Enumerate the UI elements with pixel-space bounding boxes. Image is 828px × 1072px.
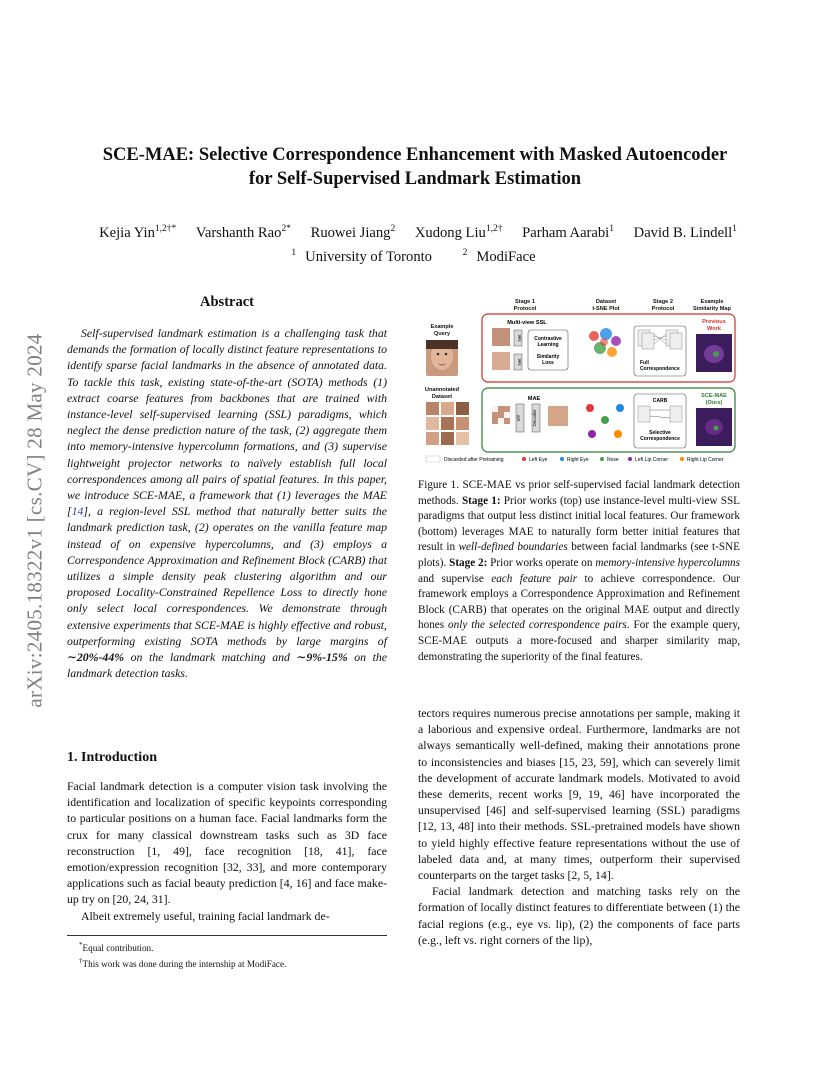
legend-left-eye: Left Eye <box>529 457 548 463</box>
label-example-query-1: Example <box>430 324 454 330</box>
view-1-image <box>492 328 510 346</box>
legend-right-lip: Right Lip Corner <box>687 457 724 463</box>
author: David B. Lindell$^1$ <box>633 224 737 241</box>
label-mae: MAE <box>527 396 541 402</box>
label-similarity-map: Similarity Map <box>693 306 731 312</box>
pipeline-diagram <box>420 296 738 466</box>
label-multiview-ssl: Multi-view SSL <box>507 320 547 326</box>
legend-nose: Nose <box>607 457 619 463</box>
arxiv-identifier: arXiv:2405.18322v1 [cs.CV] 28 May 2024 <box>22 332 47 708</box>
label-carb: CARB <box>652 398 668 404</box>
title-line-2: for Self-Supervised Landmark Estimation <box>248 169 582 189</box>
label-full-1: Full <box>640 360 649 366</box>
footnote: *Equal contribution. <box>79 941 154 954</box>
label-selective-2: Correspondence <box>640 436 680 442</box>
label-previous-2: Work <box>707 326 721 332</box>
title-line-1: SCE-MAE: Selective Correspondence Enhancement with Masked Autoencoder <box>102 145 728 165</box>
label-tsne: t-SNE Plot <box>592 306 620 312</box>
label-net-2: Net <box>517 358 522 366</box>
legend-left-lip: Left Lip Corner <box>635 457 669 463</box>
label-example-query-2: Query <box>433 331 451 337</box>
paragraph: Albeit extremely useful, training facial landmark de- <box>81 908 330 923</box>
label-unannotated-1: Unannotated <box>424 387 460 393</box>
label-similarity-2: Loss <box>542 360 554 366</box>
tsne-top <box>589 328 621 357</box>
author: Parham Aarabi$^1$ <box>522 224 614 241</box>
author: Xudong Liu$^{1,2\dagger}$ <box>414 224 503 241</box>
affiliation: $^2$ ModiFace <box>462 247 536 265</box>
affiliations <box>60 243 776 267</box>
section-heading-introduction: 1. Introduction <box>67 750 157 765</box>
abstract-text: Self-supervised landmark estimation is a challenging task that demands the formation of locally distinct feature representations to identify sparse facial landmarks in the absence of annotated data. To tackle this task, existing state-of-the-art (SOTA) methods (1) extract coarse features from backbones that are trained with instance-level self-supervised learning (SSL) paradigms, which neglect the dense prediction nature of the task, (2) aggregate them into memory-intensive hypercolumn formations, and (3) supervise lightweight projector networks to naïvely establish full local correspondences among all pairs of spatial features. In this paper, we introduce SCE-MAE, a framework that (1) leverages the MAE [14], a region-level SSL method that naturally better suits the landmark prediction task, (2) operates on the vanilla feature map instead of on expensive hypercolumns, and (3) employs a Correspondence Approximation and Refinement Block (CARB) that utilizes a simple density peak clustering algorithm and our proposed Locality-Constrained Repellence Loss to directly hone only select local correspondences. We demonstrate through extensive experiments that SCE-MAE is highly effective and robust, outperforming existing SOTA methods by large margins of ∼20%-44% on the landmark matching and ∼9%-15% on the landmark detection tasks. <box>67 326 387 681</box>
label-previous-1: Previous <box>702 319 726 325</box>
author-block <box>60 219 776 267</box>
citation-link[interactable]: 14 <box>71 504 84 519</box>
label-decoder: Decoder <box>532 409 537 427</box>
author: Kejia Yin$^{1,2\dagger*}$ <box>99 224 177 241</box>
introduction-text <box>67 778 387 924</box>
tsne-bottom <box>586 404 624 438</box>
label-contrastive-2: Learning <box>537 342 559 348</box>
label-similarity-1: Similarity <box>536 354 560 360</box>
paper-title <box>60 143 770 191</box>
label-stage2: Stage 2 <box>653 299 673 305</box>
figure-legend <box>426 456 724 463</box>
label-selective-1: Selective <box>649 430 671 436</box>
masked-patches <box>492 406 510 424</box>
author: Ruowei Jiang$^2$ <box>310 224 396 241</box>
view-2-image <box>492 352 510 370</box>
label-dataset: Dataset <box>595 299 617 305</box>
label-protocol2: Protocol <box>651 306 675 312</box>
label-full-2: Correspondence <box>640 366 680 372</box>
paragraph: tectors requires numerous precise annotations per sample, making it a laborious and expensive ordeal. Furthermore, landmarks are not always semantically well-defined, making their annotations prone to inconsistencies and biases [15, 23, 59], which can severely limit the development of accurate landmark models. Motivated to avoid these demerits, recent works [9, 19, 46] have incorporated the unsupervised [46] and self-supervised learning (SSL) paradigms [12, 13, 48] into their methods. SSL-pretrained models have shown to yield highly effective feature representations without the use of labeled data and, at many times, outperform their supervised counterparts on the target tasks [2, 5, 14]. <box>418 706 740 883</box>
paragraph: Facial landmark detection is a computer vision task involving the identification and localization of specific keypoints corresponding to particular positions on a human face. Facial landmarks form the crux for many classical downstream tasks such as 3D face reconstruction [1, 49], face recognition [18, 41], face emotion/expression recognition [32, 33], and more contemporary applications such as facial beauty prediction [4, 16] and face make-up try on [20, 24, 31]. <box>67 779 387 907</box>
reconstructed-image <box>548 406 568 426</box>
affiliation: $^1$ University of Toronto <box>291 247 432 265</box>
figure-1-caption: Figure 1. SCE-MAE vs prior self-supervised facial landmark detection methods. Stage 1: Prior works (top) use instance-level multi-view SSL paradigms that output less distinct initial local features. Our framework (bottom) leverages MAE to naturally form better initial features that result in well-defined boundaries between facial landmarks (see t-SNE plots). Stage 2: Prior works operate on memory-intensive hypercolumns and supervise each feature pair to achieve correspondence. Our framework employs a Correspondence Approximation and Refinement Block (CARB) that operates on the original MAE output and directly hones only the selected correspondence pairs. For the example query, SCE-MAE outputs a more-focused and sharper similarity map, demonstrating the superiority of the final features. <box>418 479 741 663</box>
figure-1-diagram <box>420 296 738 466</box>
label-stage1: Stage 1 <box>515 299 535 305</box>
legend-right-eye: Right Eye <box>567 457 589 463</box>
label-scemae-1: SCE-MAE <box>701 393 727 399</box>
label-scemae-2: (Ours) <box>705 400 723 406</box>
label-protocol1: Protocol <box>513 306 537 312</box>
label-net-1: Net <box>517 334 522 342</box>
legend-discarded: Discarded after Pretraining <box>444 457 504 463</box>
label-example: Example <box>700 299 724 305</box>
arxiv-stamp <box>18 275 52 765</box>
abstract-heading: Abstract <box>200 294 254 310</box>
footnote: †This work was done during the internship at ModiFace. <box>79 957 287 970</box>
label-unannotated-2: Dataset <box>431 394 453 400</box>
right-column-text <box>418 705 740 948</box>
footnotes <box>67 935 387 971</box>
paragraph: Facial landmark detection and matching tasks rely on the formation of locally distinct features to differentiate between (1) the facial regions (e.g., eye vs. lip), (2) the components of face parts (e.g., left vs. right corners of the lip), <box>418 884 740 947</box>
author: Varshanth Rao$^{2*}$ <box>195 224 291 241</box>
label-vit: ViT <box>516 414 521 422</box>
author-list <box>60 219 776 243</box>
dataset-faces <box>426 402 469 445</box>
label-contrastive-1: Contrastive <box>534 336 562 342</box>
